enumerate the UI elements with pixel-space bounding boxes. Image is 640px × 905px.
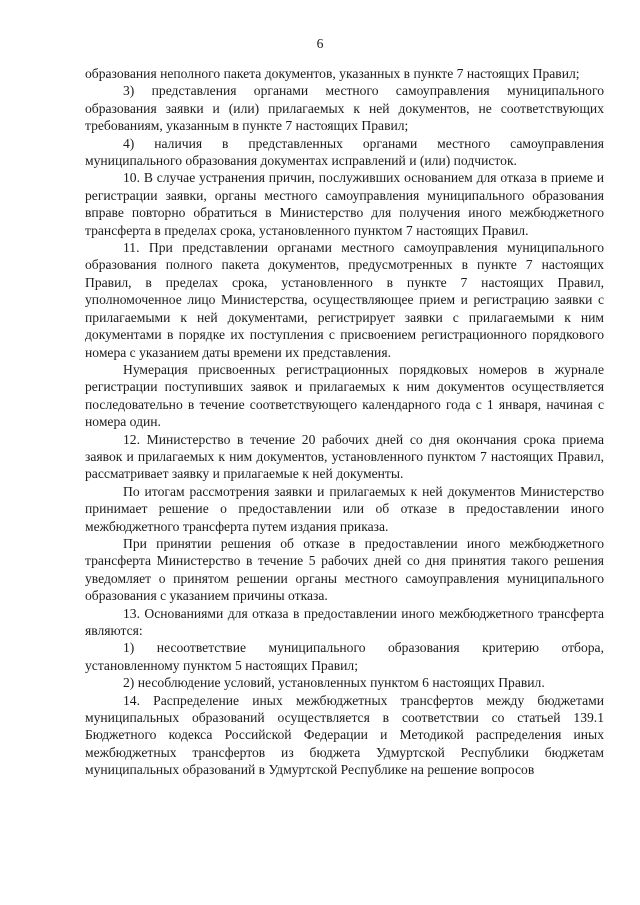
paragraph-continuation: образования неполного пакета документов, указанных в пункте 7 настоящих Правил; [85,66,580,81]
paragraph-clause-12: 12. Министерство в течение 20 рабочих дней со дня окончания срока приема заявок и прилагаемых к ним документов, установленного пунктом 7 настоящих Правил, рассматривает заявку и прилагаемые к ней документы. [85,431,604,482]
paragraph-clause-13: 13. Основаниями для отказа в предоставлении иного межбюджетного трансферта являются: [85,605,604,638]
page-number: 6 [316,36,324,51]
paragraph-refusal-reason-1: 1) несоответствие муниципального образования критерию отбора, установленному пунктом 5 настоящих Правил; [85,640,604,673]
paragraph-numbering: Нумерация присвоенных регистрационных порядковых номеров в журнале регистрации поступивших заявок и прилагаемых к ним документов осуществляется последовательно в течение соответствующего календарного года с 1 января, начиная с номера один. [85,361,604,430]
paragraph-clause-11: 11. При представлении органами местного самоуправления муниципального образования полного пакета документов, предусмотренных в пункте 7 настоящих Правил, в пределах срока, установленного в пункте 7 настоящих Правил, уполномоченное лицо Министерства, осуществляющее прием и регистрацию заявки с прилагаемыми к ней документами, регистрирует заявки с прилагаемыми к ним документами в порядке их поступления с присвоением регистрационного порядкового номера с указанием даты времени их представления. [85,240,604,360]
paragraph-review-results: По итогам рассмотрения заявки и прилагаемых к ней документов Министерство принимает решение о предоставлении или об отказе в предоставлении иного межбюджетного трансферта путем издания приказа. [85,483,604,534]
paragraph-clause-10: 10. В случае устранения причин, послуживших основанием для отказа в приеме и регистрации заявки, органы местного самоуправления муниципального образования вправе повторно обратиться в Министерство для получения иного межбюджетного трансферта в пределах срока, установленного пунктом 7 настоящих Правил. [85,170,604,238]
paragraph-refusal-reason-2: 2) несоблюдение условий, установленных пунктом 6 настоящих Правил. [123,675,545,691]
paragraph-item-4: 4) наличия в представленных органами местного самоуправления муниципального образования документах исправлений и (или) подчисток. [85,135,604,169]
paragraph-refusal-notice: При принятии решения об отказе в предоставлении иного межбюджетного трансферта Министерство в течение 5 рабочих дней со дня принятия такого решения уведомляет о принятом решении органы местного самоуправления муниципального образования с указанием причины отказа. [85,535,604,604]
paragraph-clause-14: 14. Распределение иных межбюджетных трансфертов между бюджетами муниципальных образований осуществляется в соответствии со статьей 139.1 Бюджетного кодекса Российской Федерации и Методикой распределения иных межбюджетных трансфертов из бюджета Удмуртской Республики бюджетам муниципальных образований в Удмуртской Республике на решение вопросов [85,692,604,778]
document-body [85,65,604,779]
paragraph-item-3: 3) представления органами местного самоуправления муниципального образования заявки и (или) прилагаемых к ней документов, не соответствующих требованиям, указанным в пункте 7 настоящих Правил; [85,83,604,134]
